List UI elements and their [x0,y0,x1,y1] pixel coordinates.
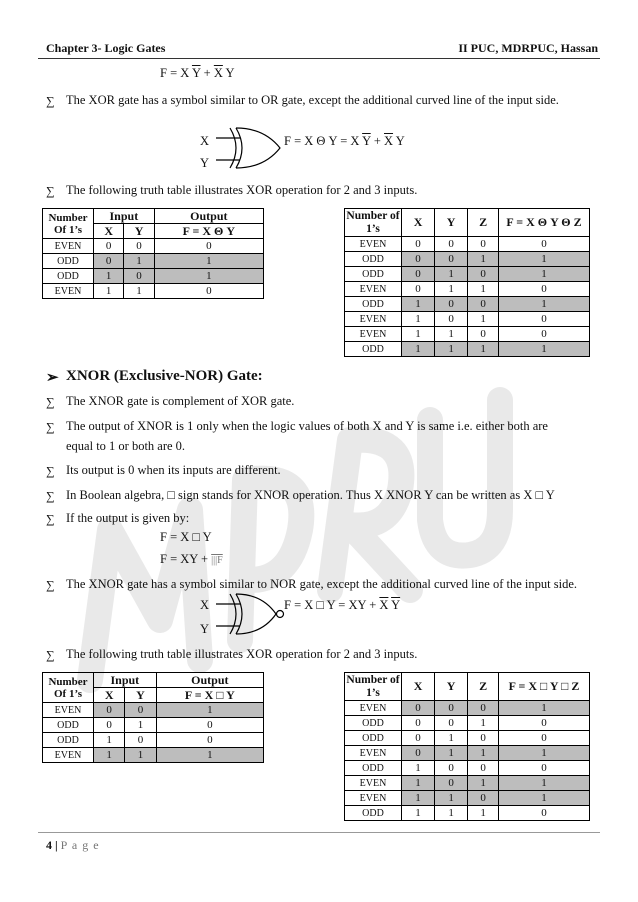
table-cell: 0 [499,731,590,746]
table-cell: 0 [124,269,154,284]
table-cell: 0 [435,776,468,791]
table-cell: ODD [345,342,402,357]
garbled-overline-glyph: |||F [211,555,223,566]
table-cell: EVEN [43,239,94,254]
page-footer [46,838,100,853]
xor-truth-intro: The following truth table illustrates XOR operation for 2 and 3 inputs. [66,183,418,197]
table-cell: EVEN [43,703,94,718]
table-cell: 1 [468,776,499,791]
table-cell: ODD [345,731,402,746]
table-cell: 0 [468,237,499,252]
table-cell: ODD [43,269,94,284]
xnor-title-arrow: ➢ [46,370,59,386]
xor-formula-top: F = X $\overline{Y} + \overline{X}$ Y [160,66,235,80]
table-cell: 0 [499,282,590,297]
table-cell: 1 [402,791,435,806]
table-cell: ODD [345,806,402,821]
col-z: Z [468,209,499,237]
xor-2input-table [42,208,264,299]
footer-rule [38,832,600,833]
xnor-2input-table [42,672,264,763]
table-cell: 1 [499,701,590,716]
table-cell: 1 [125,718,156,733]
xnor-3input-table [344,672,590,821]
col-number-ones: Number of 1’s [346,209,400,235]
col-x: X [402,209,435,237]
table-cell: 1 [468,806,499,821]
table-row [43,718,264,733]
bullet: ∑ [46,648,55,662]
table-cell: 0 [402,731,435,746]
table-cell: 0 [468,701,499,716]
table-cell: 0 [124,239,154,254]
table-row [43,748,264,763]
table-cell: 1 [435,791,468,806]
table-cell: 0 [499,761,590,776]
table-row [43,284,264,299]
table-cell: 1 [402,806,435,821]
col-y: Y [435,209,468,237]
table-cell: 1 [435,806,468,821]
xor-gate-y-label: Y [200,156,210,170]
table-cell: 0 [499,312,590,327]
table-cell: 0 [402,237,435,252]
table-cell: 0 [468,327,499,342]
table-cell: 1 [94,748,125,763]
col-x: X [94,688,125,703]
table-cell: EVEN [345,746,402,761]
col-input: Input [94,209,155,224]
table-cell: 1 [468,252,499,267]
col-f: F = X Θ Y Θ Z [499,209,590,237]
table-cell: 0 [402,252,435,267]
table-cell: ODD [345,761,402,776]
table-cell: 0 [468,267,499,282]
table-cell: 1 [499,297,590,312]
col-f: F = X Θ Y [154,224,263,239]
xnor-truth-intro: The following truth table illustrates XOR operation for 2 and 3 inputs. [66,647,418,661]
bullet: ∑ [46,94,55,108]
col-f: F = X □ Y □ Z [499,673,590,701]
table-row [345,731,590,746]
table-cell: EVEN [345,701,402,716]
xor-gate-x-label: X [200,134,210,148]
table-row [345,761,590,776]
table-cell: 0 [468,731,499,746]
table-row [345,342,590,357]
table-cell: 1 [156,703,263,718]
table-cell: 0 [499,806,590,821]
table-row [345,237,590,252]
table-row [43,703,264,718]
xor-gate-formula: F = X Θ Y = X $\overline{Y} + \overline{X}$ Y [284,134,405,148]
bullet: ∑ [46,395,55,409]
table-cell: EVEN [43,748,94,763]
table-cell: 0 [435,761,468,776]
xor-3input-table [344,208,590,357]
xor-gate-symbol [214,124,284,172]
table-cell: 1 [468,746,499,761]
xnor-b1: The XNOR gate is complement of XOR gate. [66,394,295,408]
table-cell: 1 [402,342,435,357]
table-cell: EVEN [345,237,402,252]
table-cell: 0 [94,254,124,269]
table-row [345,327,590,342]
table-cell: 1 [124,254,154,269]
xnor-gate-formula: F = X □ Y = XY + $\overline{X}$ $\overline{Y}$ [284,598,401,612]
table-cell: 0 [125,703,156,718]
table-cell: 1 [435,746,468,761]
table-cell: 1 [499,776,590,791]
col-number-ones: Number Of 1’s [43,209,94,239]
table-cell: 0 [435,237,468,252]
xnor-b5: If the output is given by: [66,511,190,525]
table-cell: 1 [468,716,499,731]
bullet: ∑ [46,464,55,478]
xnor-gate-y-label: Y [200,622,210,636]
table-cell: 0 [435,252,468,267]
table-cell: EVEN [345,282,402,297]
table-row [345,806,590,821]
table-row [345,746,590,761]
xor-symbol-text: The XOR gate has a symbol similar to OR gate, except the additional curved line of the input side. [66,93,559,107]
table-cell: 1 [499,746,590,761]
bullet: ∑ [46,184,55,198]
table-cell: ODD [345,716,402,731]
table-row [345,701,590,716]
table-cell: 1 [124,284,154,299]
table-cell: 1 [435,342,468,357]
table-row [345,282,590,297]
table-cell: 1 [94,284,124,299]
table-cell: 0 [94,718,125,733]
table-row [43,254,264,269]
table-cell: 0 [402,701,435,716]
table-cell: 0 [94,703,125,718]
table-cell: 1 [125,748,156,763]
table-cell: 1 [156,748,263,763]
table-cell: 0 [435,701,468,716]
table-cell: 1 [154,269,263,284]
table-cell: EVEN [345,776,402,791]
table-cell: ODD [43,254,94,269]
table-cell: 1 [435,282,468,297]
header-college: II PUC, MDRPUC, Hassan [458,41,598,55]
table-cell: 1 [499,342,590,357]
bullet: ∑ [46,420,55,434]
xnor-formula-1: F = X □ Y [160,530,212,544]
xnor-section-title: XNOR (Exclusive-NOR) Gate: [66,368,263,384]
xnor-symbol-text: The XNOR gate has a symbol similar to NOR gate, except the additional curved line of the input side. [66,577,577,591]
xnor-b4: In Boolean algebra, □ sign stands for XNOR operation. Thus X XNOR Y can be written as X □ Y [66,488,555,502]
col-z: Z [468,673,499,701]
table-cell: EVEN [345,327,402,342]
table-cell: 1 [468,312,499,327]
table-cell: 1 [402,761,435,776]
col-input: Input [94,673,157,688]
xnor-formula-2: F = XY + |||F [160,552,223,566]
table-cell: 1 [154,254,263,269]
table-row [43,239,264,254]
table-row [345,297,590,312]
table-row [345,312,590,327]
table-cell: EVEN [345,791,402,806]
table-cell: 1 [499,252,590,267]
table-cell: 0 [468,297,499,312]
col-y: Y [435,673,468,701]
xnor-gate-x-label: X [200,598,210,612]
col-f: F = X □ Y [156,688,263,703]
table-cell: 1 [435,731,468,746]
table-row [43,733,264,748]
bullet: ∑ [46,489,55,503]
table-cell: ODD [345,252,402,267]
table-row [345,716,590,731]
table-row [345,776,590,791]
table-cell: 0 [435,716,468,731]
table-cell: 0 [156,718,263,733]
table-cell: 1 [402,312,435,327]
xnor-b3: Its output is 0 when its inputs are different. [66,463,281,477]
header-rule [38,58,600,59]
table-cell: 0 [435,312,468,327]
table-cell: 0 [499,716,590,731]
table-cell: 0 [499,237,590,252]
header-chapter: Chapter 3- Logic Gates [46,41,166,55]
col-y: Y [125,688,156,703]
table-cell: 0 [154,239,263,254]
table-cell: 1 [499,267,590,282]
table-cell: 0 [468,791,499,806]
table-row [345,791,590,806]
table-cell: ODD [345,267,402,282]
page-number: 4 [46,838,52,852]
table-cell: 0 [125,733,156,748]
table-cell: 1 [94,269,124,284]
table-row [345,252,590,267]
col-x: X [402,673,435,701]
table-cell: EVEN [43,284,94,299]
footer-separator: | [55,838,58,852]
table-cell: 0 [154,284,263,299]
table-cell: 1 [402,776,435,791]
col-number-ones: Number of 1’s [346,673,400,699]
col-x: X [94,224,124,239]
table-cell: 1 [499,791,590,806]
table-row [345,267,590,282]
table-cell: 1 [435,267,468,282]
table-cell: EVEN [345,312,402,327]
table-cell: 0 [402,746,435,761]
table-cell: ODD [43,733,94,748]
table-cell: 0 [156,733,263,748]
table-cell: 0 [435,297,468,312]
xnor-b2a: The output of XNOR is 1 only when the logic values of both X and Y is same i.e. either both are [66,419,548,433]
table-cell: 1 [435,327,468,342]
table-cell: 0 [94,239,124,254]
xnor-gate-symbol [214,590,288,638]
table-cell: ODD [345,297,402,312]
col-number-ones: Number Of 1’s [43,673,94,703]
table-cell: 1 [468,282,499,297]
table-cell: 0 [402,267,435,282]
table-cell: 1 [468,342,499,357]
table-cell: ODD [43,718,94,733]
bullet: ∑ [46,578,55,592]
table-row [43,269,264,284]
bullet: ∑ [46,512,55,526]
col-y: Y [124,224,154,239]
col-output: Output [154,209,263,224]
table-cell: 0 [468,761,499,776]
page-word: P a g e [60,838,100,852]
watermark-logo [70,360,530,720]
table-cell: 0 [402,282,435,297]
table-cell: 1 [94,733,125,748]
col-output: Output [156,673,263,688]
xnor-b2b: equal to 1 or both are 0. [66,439,186,453]
table-cell: 0 [402,716,435,731]
table-cell: 1 [402,327,435,342]
table-cell: 1 [402,297,435,312]
table-cell: 0 [499,327,590,342]
